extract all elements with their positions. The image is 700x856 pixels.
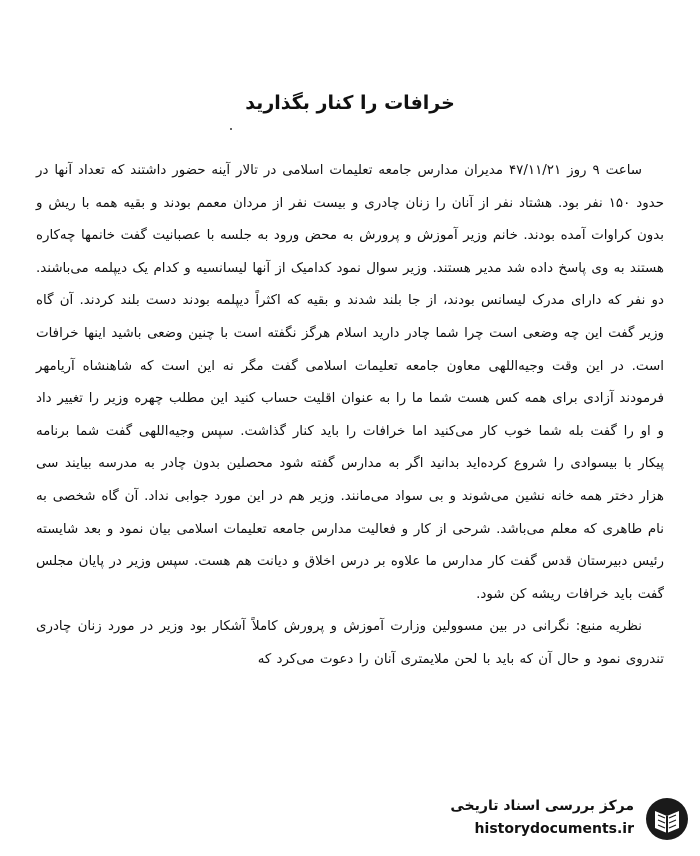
document-title: خرافات را کنار بگذارید <box>245 92 455 114</box>
book-emblem-icon <box>644 796 690 842</box>
paragraph-source-opinion: نظریه منبع: نگرانی در بین مسوولین وزارت آموزش و پرورش کاملاً آشکار بود وزیر در مورد زنان چادری تندروی نمود و حال آن که باید با لحن ملایمتری آنان را دعوت می‌کرد که <box>36 619 664 667</box>
stray-mark <box>230 128 232 130</box>
document-body <box>36 155 664 677</box>
logo-name: مرکز بررسی اسناد تاریخی <box>450 798 634 814</box>
watermark-logo <box>436 790 700 850</box>
paragraph-report: ساعت ۹ روز ۴۷/۱۱/۲۱ مدیران مدارس جامعه تعلیمات اسلامی در تالار آینه حضور داشتند که تعداد آنها در حدود ۱۵۰ نفر بود. هشتاد نفر از آنان را زنان چادری و بیست نفر از مردان معمم بودند و بقیه همه با ریش و بدون کراوات آمده بودند. خانم وزیر آموزش و پرورش به محض ورود به جلسه با عصبانیت گفت خانمها چه‌کاره هستند به وی پاسخ داده شد مدیر هستند. وزیر سوال نمود کدامیک از آنها لیسانسیه و کدام یک دیپلمه می‌باشند. دو نفر که دارای مدرک لیسانس بودند، از جا بلند شدند و بقیه که اکثراً دیپلمه بودند دست بلند کردند. آن گاه وزیر گفت این چه وضعی است چرا شما چادر دارید اسلام هرگز نگفته است با چنین وضعی باشید اینها خرافات است. در این وقت وجیه‌اللهی معاون جامعه تعلیمات اسلامی گفت مگر نه این است که شاهنشاه آریامهر فرمودند آزادی برای همه کس هست شما ما را به عنوان اقلیت حساب کنید این مطلب چهره وزیر را تغییر داد و او را گفت بله شما خوب کار می‌کنید اما خرافات را باید کنار گذاشت. سپس وجیه‌اللهی گفت شما برنامه پیکار با بیسوادی را شروع کرده‌اید بدانید اگر به مدارس گفته شود محصلین بدون چادر به مدرسه بیایند سی هزار دختر همه خانه نشین می‌شوند و بی سواد می‌مانند. وزیر هم در این مورد جوابی نداد. آن گاه شخصی به نام طاهری که معلم می‌باشد. شرحی از کار و فعالیت مدارس جامعه تعلیمات اسلامی بیان نمود و بعد شایسته رئیس دبیرستان قدس گفت کار مدارس ما علاوه بر درس اخلاق و دیانت هم هست. سپس وزیر در پایان مجلس گفت باید خرافات ریشه کن شود. <box>36 163 664 602</box>
logo-url: historydocuments.ir <box>474 821 634 837</box>
